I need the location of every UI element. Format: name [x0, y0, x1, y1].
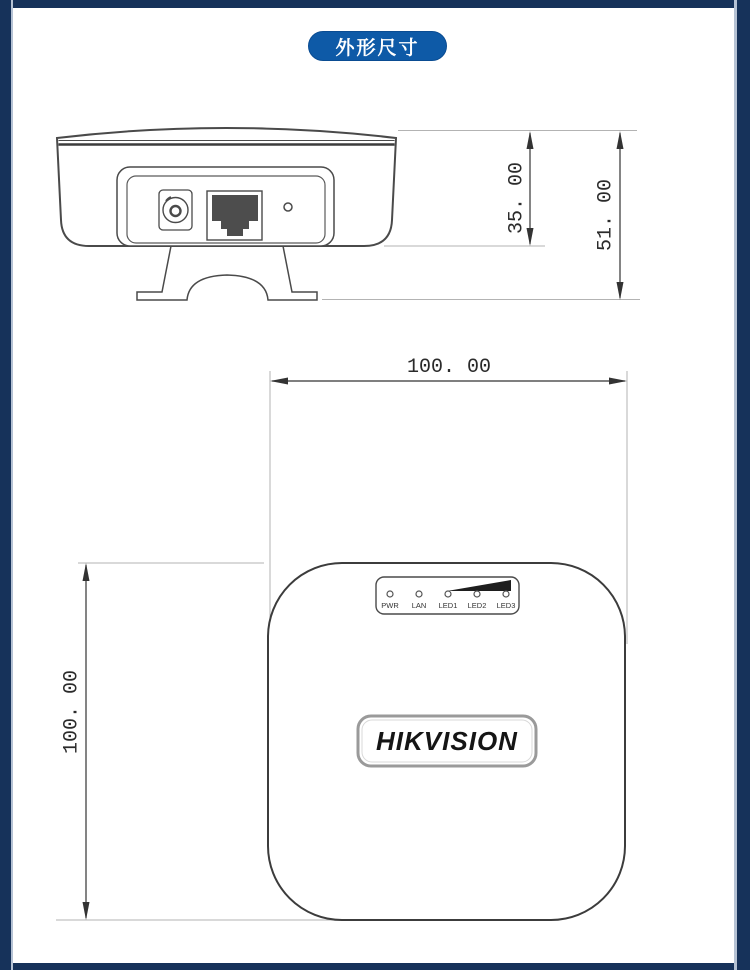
brand-logo-text: HIKVISION: [376, 726, 518, 756]
led-indicator: [416, 591, 422, 597]
dim-label-51: 51. 00: [594, 178, 618, 252]
brand-plate: [358, 716, 536, 766]
dimension-height: [60, 563, 89, 920]
led-indicator: [503, 591, 509, 597]
dim-label-height-100: 100. 00: [60, 669, 84, 755]
rj45-port: [207, 191, 262, 240]
dim-label-35: 35. 00: [505, 161, 529, 235]
dimension-body-height: [505, 131, 533, 246]
dimension-total-height: [594, 131, 623, 300]
arrowhead-up-icon: [83, 563, 90, 581]
arrowhead-up-icon: [617, 131, 624, 149]
reset-hole: [284, 203, 292, 211]
led-label-lan: LAN: [411, 601, 427, 610]
section-title-text: 外形尺寸: [335, 37, 420, 59]
led-panel: [376, 577, 519, 614]
led-label-led3: LED3: [496, 601, 516, 610]
arrowhead-down-icon: [83, 902, 90, 920]
mount-bracket: [137, 246, 317, 300]
led-label-pwr: PWR: [381, 601, 399, 610]
led-label-led1: LED1: [438, 601, 458, 610]
led-indicator: [445, 591, 451, 597]
led-label-led2: LED2: [467, 601, 487, 610]
top-view-drawing: [56, 356, 627, 920]
arrowhead-down-icon: [617, 282, 624, 300]
led-indicator: [474, 591, 480, 597]
led-indicator: [387, 591, 393, 597]
arrowhead-right-icon: [609, 378, 627, 385]
arrowhead-left-icon: [270, 378, 288, 385]
dc-power-jack: [159, 190, 192, 230]
side-view-drawing: [57, 128, 640, 300]
dimension-width: [270, 356, 627, 385]
dim-label-width-100: 100. 00: [406, 356, 492, 379]
arrowhead-up-icon: [527, 131, 534, 149]
